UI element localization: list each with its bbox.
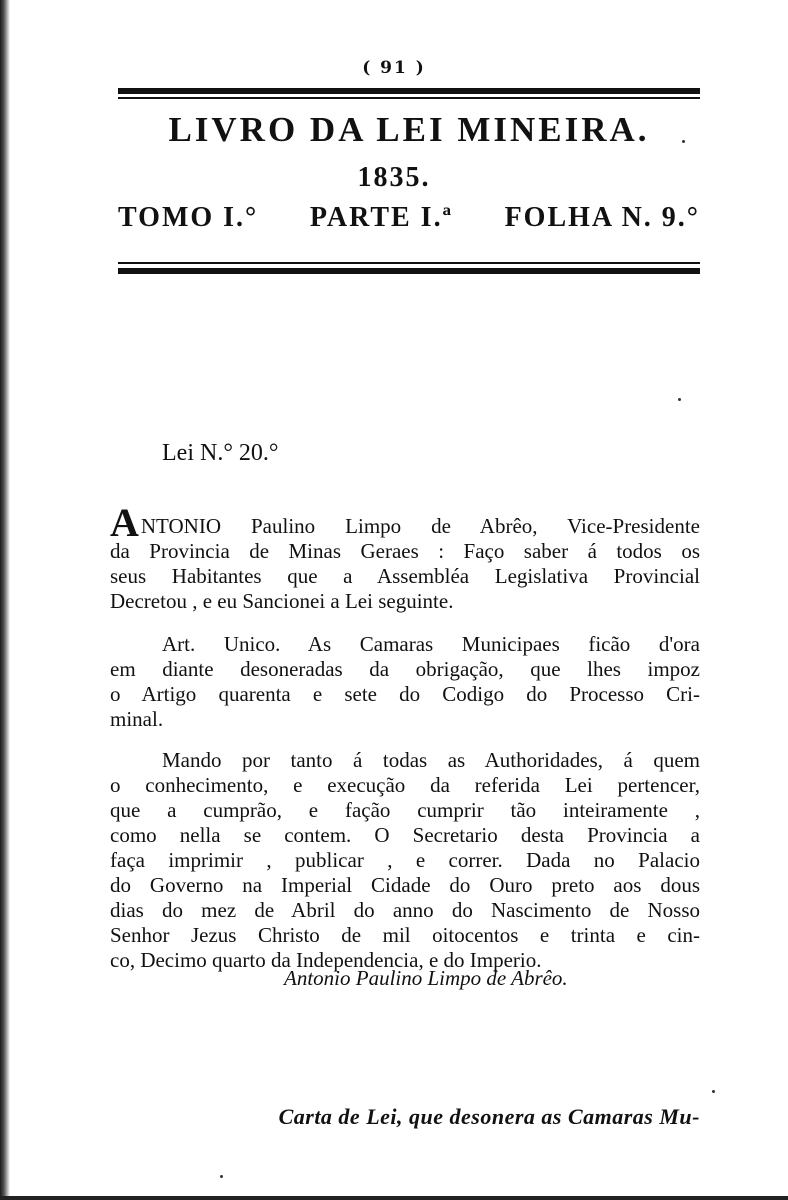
mandate-line: o conhecimento, e execução da referida Lei pertencer, [110, 773, 700, 797]
mandate-line: que a cumprão, e fação cumprir tão inteiramente , [110, 798, 700, 822]
mandate-line: Senhor Jezus Christo de mil oitocentos e trinta e cin- [110, 923, 700, 947]
header-title: LIVRO DA LEI MINEIRA. [168, 110, 650, 149]
preamble-line: Decretou , e eu Sancionei a Lei seguinte. [110, 589, 454, 613]
footer-catchline: Carta de Lei, que desonera as Camaras Mu- [278, 1104, 700, 1129]
article-line: Art. Unico. As Camaras Municipaes ficão d'ora [162, 632, 700, 656]
header-folha: FOLHA N. 9.° [504, 202, 700, 233]
header-volume-row [118, 202, 700, 234]
article-line: em diante desoneradas da obrigação, que lhes impoz [110, 657, 700, 681]
print-speck [712, 1090, 715, 1093]
mandate-line: Mando por tanto á todas as Authoridades, á quem [162, 748, 700, 772]
article-paragraph [110, 632, 700, 732]
header-rule-bottom [118, 268, 700, 274]
print-speck [220, 1175, 223, 1178]
page-edge-bottom [0, 1196, 788, 1200]
print-speck [682, 140, 685, 143]
header-parte: PARTE I.ª [309, 202, 453, 233]
header-year: 1835. [357, 162, 431, 193]
signature: Antonio Paulino Limpo de Abrêo. [284, 966, 568, 990]
mandate-paragraph [110, 748, 700, 973]
header-rule-top-thin [118, 97, 700, 99]
law-number: Lei N.° 20.° [162, 440, 279, 466]
article-line: minal. [110, 707, 164, 731]
preamble-line: ANTONIO Paulino Limpo de Abrêo, Vice-Presidente [110, 500, 700, 545]
dropcap-letter: A [110, 500, 139, 545]
mandate-line: co, Decimo quarto da Independencia, e do Imperio. [110, 948, 542, 972]
mandate-line: do Governo na Imperial Cidade do Ouro preto aos dous [110, 873, 700, 897]
mandate-line: faça imprimir , publicar , e correr. Dada no Palacio [110, 848, 700, 872]
article-line: o Artigo quarenta e sete do Codigo do Processo Cri- [110, 682, 700, 706]
preamble-paragraph [110, 500, 700, 614]
header-rule-bottom-thin [118, 262, 700, 264]
header-rule-top [118, 88, 700, 94]
print-speck [678, 398, 681, 401]
mandate-line: dias do mez de Abril do anno do Nascimento de Nosso [110, 898, 700, 922]
header-tomo: TOMO I.° [118, 202, 259, 233]
mandate-line: como nella se contem. O Secretario desta Provincia a [110, 823, 700, 847]
preamble-line: da Provincia de Minas Geraes : Faço saber á todos os [110, 539, 700, 563]
preamble-line: seus Habitantes que a Assembléa Legislativa Provincial [110, 564, 700, 588]
page-number: ( 91 ) [362, 58, 426, 78]
